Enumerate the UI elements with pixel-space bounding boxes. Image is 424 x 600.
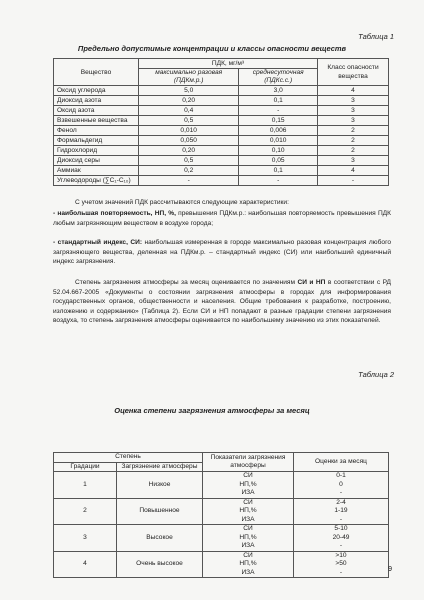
substance-cell: Формальдегид <box>54 136 139 146</box>
max-single-cell: 0,010 <box>139 126 239 136</box>
indicator-label: СИ <box>243 472 253 479</box>
gradation-cell: 2 <box>54 498 117 525</box>
daily-avg-cell: 0,006 <box>239 126 318 136</box>
paragraph-intro: С учетом значений ПДК рассчитываются следующие характеристики: <box>75 199 289 206</box>
table1-caption: Таблица 1 <box>358 32 394 41</box>
indicators-cell <box>203 498 294 525</box>
table-row <box>54 472 389 499</box>
daily-avg-cell: - <box>239 106 318 116</box>
indicator-label: ИЗА <box>241 489 255 496</box>
score-value: >10 <box>335 551 347 559</box>
pollution-level-cell: Очень высокое <box>117 551 203 578</box>
max-single-cell: 0,20 <box>139 96 239 106</box>
daily-avg-cell: 0,1 <box>239 166 318 176</box>
pollution-level-cell: Высокое <box>117 525 203 552</box>
indicators-cell <box>203 472 294 499</box>
header-pollution: Загрязнение атмосферы <box>117 462 203 472</box>
table-row <box>54 86 389 96</box>
paragraph-np: - наибольшая повторяемость, НП, %, превышения ПДКм.р.: наибольшая повторяемость превышения ПДК любым загрязняющим веществом в воздухе города; <box>53 210 391 227</box>
gradation-cell: 3 <box>54 525 117 552</box>
table-row <box>54 146 389 156</box>
score-value: - <box>339 542 343 549</box>
table-row <box>54 166 389 176</box>
paragraph-assessment: Степень загрязнения атмосферы за месяц оценивается по значениям СИ и НП в соответствии с РД 52.04.667-2005 «Документы о состоянии загрязнения атмосферы в городах для информирования государственных органов, общественности и населения. Общие требования к разработке, построению, изложению и содержанию» (Таблица 2). Если СИ и НП попадают в разные градации степени загрязнения воздуха, то степень загрязнения атмосферы оценивается по наибольшему значению из этих показателей. <box>53 279 392 324</box>
table2-caption: Таблица 2 <box>358 370 394 379</box>
max-single-cell: 0,4 <box>139 106 239 116</box>
table2-title: Оценка степени загрязнения атмосферы за месяц <box>114 406 310 415</box>
daily-avg-cell: 0,05 <box>239 156 318 166</box>
pollution-level-cell: Низкое <box>117 472 203 499</box>
indicators-cell <box>203 551 294 578</box>
score-value: 5-10 <box>334 525 348 532</box>
scores-cell <box>294 525 389 552</box>
daily-avg-cell: - <box>239 176 318 186</box>
pollution-degree-table <box>53 452 389 578</box>
score-value: - <box>339 568 343 576</box>
max-single-cell: 0,20 <box>139 146 239 156</box>
scores-cell <box>294 472 389 499</box>
substance-cell: Взвешенные вещества <box>54 116 139 126</box>
substance-cell: Оксид углерода <box>54 86 139 96</box>
indicator-label: СИ <box>243 498 253 506</box>
header-indicators: Показатели загрязнения атмосферы <box>203 453 294 472</box>
pollution-level-cell: Повышенное <box>117 498 203 525</box>
substance-cell: Оксид азота <box>54 106 139 116</box>
table-row <box>54 551 389 578</box>
table1-title: Предельно допустимые концентрации и классы опасности веществ <box>77 44 347 53</box>
header-degree: Степень <box>54 453 203 463</box>
hazard-class-cell: 2 <box>318 136 389 146</box>
table-row <box>54 156 389 166</box>
paragraph-si: - стандартный индекс, СИ: наибольшая измеренная в городе максимально разовая концентрация любого загрязняющего вещества, деленная на ПДКм.р. – стандартный индекс (СИ) или наибольший единичный индекс загрязнения. <box>53 239 392 265</box>
hazard-class-cell: 3 <box>318 106 389 116</box>
header-gradation: Градации <box>54 462 117 472</box>
table-row <box>54 136 389 146</box>
daily-avg-cell: 0,010 <box>239 136 318 146</box>
hazard-class-cell: 4 <box>318 166 389 176</box>
hazard-class-cell: - <box>318 176 389 186</box>
max-single-cell: - <box>139 176 239 186</box>
score-value: >50 <box>335 560 347 567</box>
header-pdk: ПДК, мг/м³ <box>139 59 318 69</box>
score-value: 2-4 <box>336 498 346 506</box>
score-value: 20-49 <box>332 533 350 541</box>
max-single-cell: 0,5 <box>139 156 239 166</box>
header-daily-avg: среднесуточная (ПДКс.с.) <box>239 69 318 86</box>
substance-cell: Диоксид серы <box>54 156 139 166</box>
indicator-label: СИ <box>243 525 253 532</box>
score-value: 1-19 <box>334 507 348 514</box>
header-substance: Вещество <box>54 59 139 86</box>
hazard-class-cell: 3 <box>318 156 389 166</box>
indicator-label: ИЗА <box>241 542 255 549</box>
table-row <box>54 116 389 126</box>
indicator-label: НП,% <box>239 507 257 514</box>
hazard-class-cell: 3 <box>318 96 389 106</box>
table-row <box>54 498 389 525</box>
daily-avg-cell: 0,1 <box>239 96 318 106</box>
hazard-class-cell: 4 <box>318 86 389 96</box>
header-hazard-class: Класс опасности вещества <box>318 59 389 86</box>
hazard-class-cell: 2 <box>318 126 389 136</box>
substance-cell: Диоксид азота <box>54 96 139 106</box>
gradation-cell: 1 <box>54 472 117 499</box>
header-scores: Оценки за месяц <box>294 453 389 472</box>
max-single-cell: 0,2 <box>139 166 239 176</box>
substance-cell: Гидрохлорид <box>54 146 139 156</box>
score-value: - <box>339 489 343 496</box>
indicator-label: НП,% <box>239 560 257 567</box>
substance-cell: Углеводороды (∑C₁-C₁₀) <box>54 176 139 186</box>
table-row <box>54 126 389 136</box>
daily-avg-cell: 0,10 <box>239 146 318 156</box>
header-max-single: максимально разовая (ПДКм.р.) <box>139 69 239 86</box>
daily-avg-cell: 0,15 <box>239 116 318 126</box>
pdk-table <box>53 58 389 186</box>
hazard-class-cell: 3 <box>318 116 389 126</box>
indicator-label: СИ <box>243 551 253 559</box>
substance-cell: Аммиак <box>54 166 139 176</box>
table-row <box>54 96 389 106</box>
score-value: 0-1 <box>336 472 346 479</box>
indicator-label: НП,% <box>239 480 257 488</box>
score-value: - <box>339 515 343 523</box>
indicator-label: НП,% <box>239 533 257 541</box>
substance-cell: Фенол <box>54 126 139 136</box>
daily-avg-cell: 3,0 <box>239 86 318 96</box>
max-single-cell: 0,050 <box>139 136 239 146</box>
gradation-cell: 4 <box>54 551 117 578</box>
scores-cell <box>294 551 389 578</box>
page-number: 9 <box>388 566 392 573</box>
indicators-cell <box>203 525 294 552</box>
score-value: 0 <box>339 480 343 488</box>
indicator-label: ИЗА <box>241 515 255 523</box>
max-single-cell: 0,5 <box>139 116 239 126</box>
scores-cell <box>294 498 389 525</box>
table-row <box>54 106 389 116</box>
max-single-cell: 5,0 <box>139 86 239 96</box>
hazard-class-cell: 2 <box>318 146 389 156</box>
table-row <box>54 525 389 552</box>
indicator-label: ИЗА <box>241 568 255 576</box>
table-row <box>54 176 389 186</box>
